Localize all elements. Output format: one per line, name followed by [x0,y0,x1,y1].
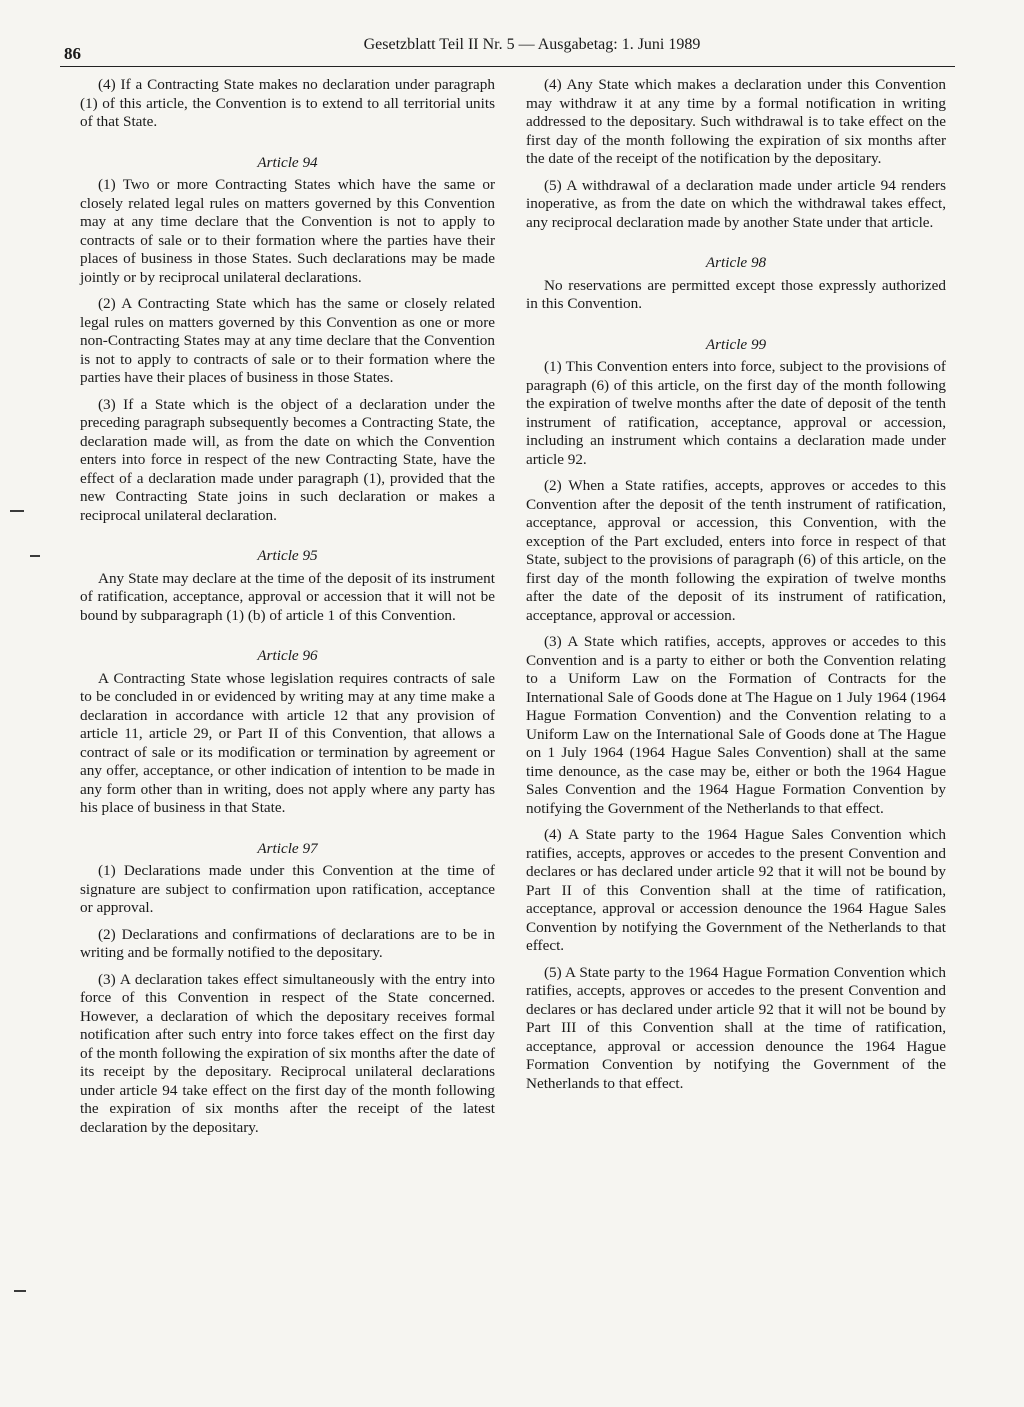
header-rule [60,66,955,67]
paragraph-94-2: (2) A Contracting State which has the same or closely related legal rules on matters governed by this Convention as one or more non-Contracting States may at any time declare that the Convention is not to apply to contracts of sale or to their formation where the parties have their places of business in those States. [80,295,495,386]
paragraph-97-1: (1) Declarations made under this Convention at the time of signature are subject to confirmation upon ratification, acceptance or approval. [80,862,495,916]
left-column [80,76,495,1145]
heading-article-94: Article 94 [257,153,318,171]
heading-article-96: Article 96 [257,647,318,664]
margin-mark [10,510,24,512]
paragraph-99-5: (5) A State party to the 1964 Hague Formation Convention which ratifies, accepts, approves or accedes to the present Convention and declares or has declared under article 92 that it will not be bound by Part III of this Convention shall at the time of ratification, acceptance, approval or accession denounce the 1964 Hague Formation Convention by notifying the Government of the Netherlands to that effect. [526,963,946,1092]
heading-article-99: Article 99 [705,335,767,353]
paragraph-99-2: (2) When a State ratifies, accepts, approves or accedes to this Convention after the deposit of the tenth instrument of ratification, acceptance, approval or accession, this Convention, with the exception of the Part excluded, enters into force in respect of that State, subject to the provisions of paragraph (6) of this article, on the first day of the month following the expiration of twelve months after the date of the deposit of its instrument of ratification, acceptance, approval or accession. [526,477,946,624]
paragraph-99-4: (4) A State party to the 1964 Hague Sales Convention which ratifies, accepts, approves or accedes to the present Convention and declares or has declared under article 92 that it will not be bound by Part II of this Convention shall at the time of ratification, acceptance, approval or accession denounce the 1964 Hague Sales Convention by notifying the Government of the Netherlands to that effect. [526,826,946,954]
paragraph-97-4: (4) Any State which makes a declaration under this Convention may withdraw it at any time by a formal notification in writing addressed to the depositary. Such withdrawal is to take effect on the first day of the month following the expiration of six months after the date of the receipt of the notification by the depositary. [526,76,946,167]
heading-article-98: Article 98 [705,254,767,271]
paragraph-97-5: (5) A withdrawal of a declaration made under article 94 renders inoperative, as from the date on which the withdrawal takes effect, any reciprocal declaration made by another State under that article. [526,176,946,231]
right-column [526,76,946,1101]
paragraph-97-3: (3) A declaration takes effect simultaneously with the entry into force of this Convention in respect of the State concerned. However, a declaration of which the depositary receives formal notification after such entry into force takes effect on the first day of the month following the expiration of six months after the date of its receipt by the depositary. Reciprocal unilateral declarations under article 94 take effect on the first day of the month following the expiration of six months after the receipt of the latest declaration by the depositary. [80,970,495,1136]
paragraph-94-3: (3) If a State which is the object of a declaration under the preceding paragraph subsequently becomes a Contracting State, the declaration made will, as from the date on which the Convention enters into force in respect of the new Contracting State, have the effect of a declaration made under paragraph (1), provided that the new Contracting State joins in such declaration or makes a reciprocal unilateral declaration. [80,395,495,524]
margin-mark [14,1290,26,1292]
heading-article-95: Article 95 [257,547,318,564]
margin-mark [30,555,40,557]
paragraph-93-4: (4) If a Contracting State makes no declaration under paragraph (1) of this article, the Convention is to extend to all territorial units of that State. [80,76,495,130]
paragraph-94-1: (1) Two or more Contracting States which have the same or closely related legal rules on matters governed by this Convention may at any time declare that the Convention is not to apply to contracts of sale or to their formation where the parties have their places of business in those States. Such declarations may be made jointly or by reciprocal unilateral declarations. [80,176,495,286]
running-head: Gesetzblatt Teil II Nr. 5 — Ausgabetag: 1. Juni 1989 [363,36,701,53]
paragraph-96: A Contracting State whose legislation requires contracts of sale to be concluded in or evidenced by writing may at any time make a declaration in accordance with article 12 that any provision of article 11, article 29, or Part II of this Convention, that allows a contract of sale or its modification or termination by agreement or any offer, acceptance, or other indication of intention to be made in any form other than in writing, does not apply where any party has his place of business in that State. [80,669,495,816]
paragraph-99-1: (1) This Convention enters into force, subject to the provisions of paragraph (6) of this article, on the first day of the month following the expiration of twelve months after the date of deposit of the tenth instrument of ratification, acceptance, approval or accession, including an instrument which contains a declaration made under article 92. [526,358,946,468]
heading-article-97: Article 97 [257,839,318,857]
paragraph-95: Any State may declare at the time of the deposit of its instrument of ratification, acceptance, approval or accession that it will not be bound by subparagraph (1) (b) of article 1 of this Convention. [80,569,495,624]
paragraph-99-3: (3) A State which ratifies, accepts, approves or accedes to this Convention and is a party to either or both the Convention relating to a Uniform Law on the Formation of Contracts for the International Sale of Goods done at The Hague on 1 July 1964 (1964 Hague Formation Convention) and the Convention relating to a Uniform Law on the International Sale of Goods done at The Hague on 1 July 1964 (1964 Hague Sales Convention) shall at the same time denounce, as the case may be, either or both the 1964 Hague Sales Convention and the 1964 Hague Formation Convention by notifying the Government of the Netherlands to that effect. [526,633,946,817]
paragraph-97-2: (2) Declarations and confirmations of declarations are to be in writing and be formally notified to the depositary. [80,925,495,961]
paragraph-98: No reservations are permitted except those expressly authorized in this Convention. [526,276,946,312]
page-number: 86 [64,44,81,63]
